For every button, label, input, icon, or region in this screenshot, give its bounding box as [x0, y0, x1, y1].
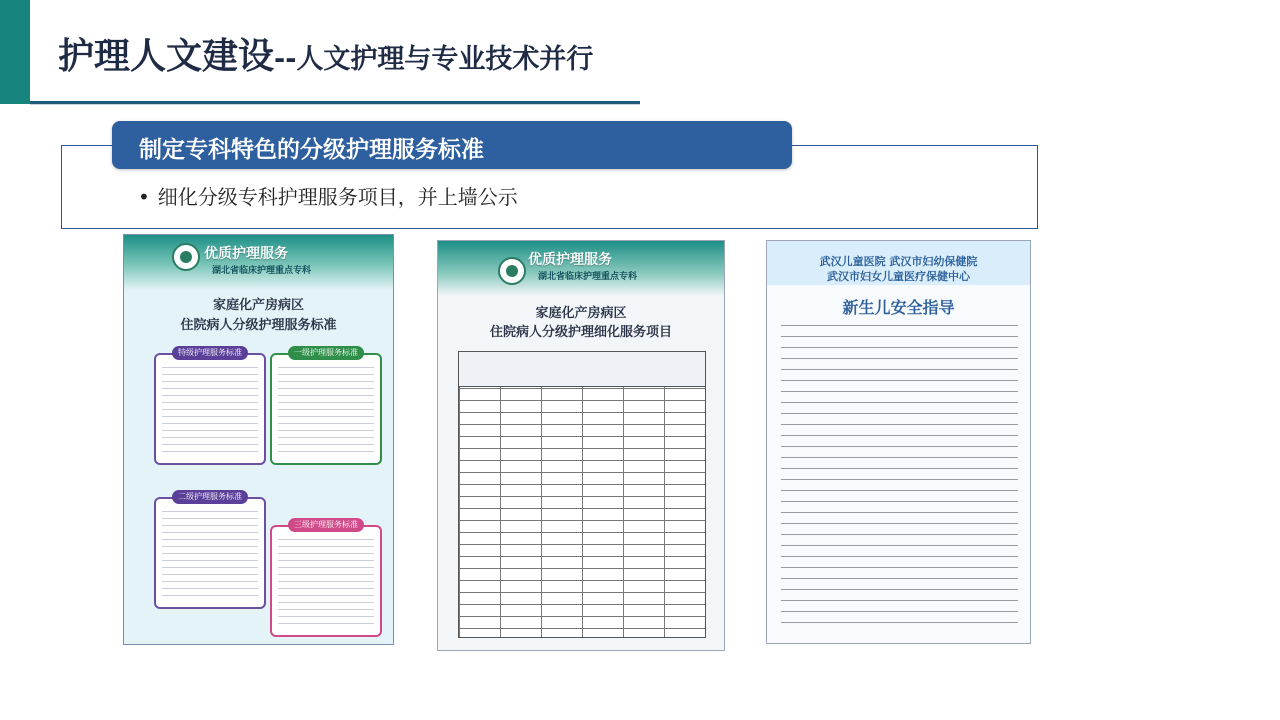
hospital-logo-icon [172, 243, 200, 271]
poster-newborn-safety [766, 240, 1031, 644]
section-header-label: 制定专科特色的分级护理服务标准 [139, 137, 484, 163]
poster-brand-sub: 湖北省临床护理重点专科 [538, 272, 638, 282]
accent-block [0, 0, 30, 104]
bullet-dot-icon: • [138, 185, 150, 209]
hospital-logo-icon [498, 257, 526, 285]
section-header [112, 121, 792, 169]
slide-title-sub: --人文护理与专业技术并行 [274, 44, 594, 75]
poster-brand: 优质护理服务 [204, 246, 288, 262]
card-tag: 特级护理服务标准 [172, 346, 248, 360]
poster-title-line2: 住院病人分级护理服务标准 [180, 318, 337, 333]
card-level1-care [270, 348, 382, 465]
poster-grading-standard [123, 234, 394, 645]
poster-title-line1: 家庭化产房病区 [535, 306, 627, 321]
card-special-care [154, 348, 266, 465]
slide-title [58, 28, 593, 79]
bullet-item [138, 181, 518, 210]
guide-body-text [781, 325, 1018, 629]
bullet-text: 细化分级专科护理服务项目，并上墙公示 [157, 185, 518, 209]
poster-brand-sub: 湖北省临床护理重点专科 [212, 266, 312, 276]
card-level2-care [154, 492, 266, 609]
title-underline-shadow [30, 104, 640, 105]
card-text-lines [162, 367, 258, 457]
card-tag: 一级护理服务标准 [288, 346, 364, 360]
card-text-lines [278, 539, 374, 629]
service-items-table [458, 351, 706, 638]
guide-title: 新生儿安全指导 [842, 298, 955, 317]
card-text-lines [278, 367, 374, 457]
poster-title-line1: 家庭化产房病区 [212, 298, 304, 313]
slide-title-main: 护理人文建设 [58, 36, 275, 77]
card-tag: 二级护理服务标准 [172, 490, 248, 504]
poster-title-line2: 住院病人分级护理细化服务项目 [489, 325, 672, 340]
card-tag: 三级护理服务标准 [288, 518, 364, 532]
table-header-row [458, 351, 706, 387]
hospital-name-line1: 武汉儿童医院 武汉市妇幼保健院 [819, 255, 978, 268]
card-text-lines [162, 511, 258, 601]
poster-brand: 优质护理服务 [528, 252, 612, 268]
card-level3-care [270, 520, 382, 637]
hospital-name-line2: 武汉市妇女儿童医疗保健中心 [827, 270, 970, 283]
poster-service-items [437, 240, 725, 651]
